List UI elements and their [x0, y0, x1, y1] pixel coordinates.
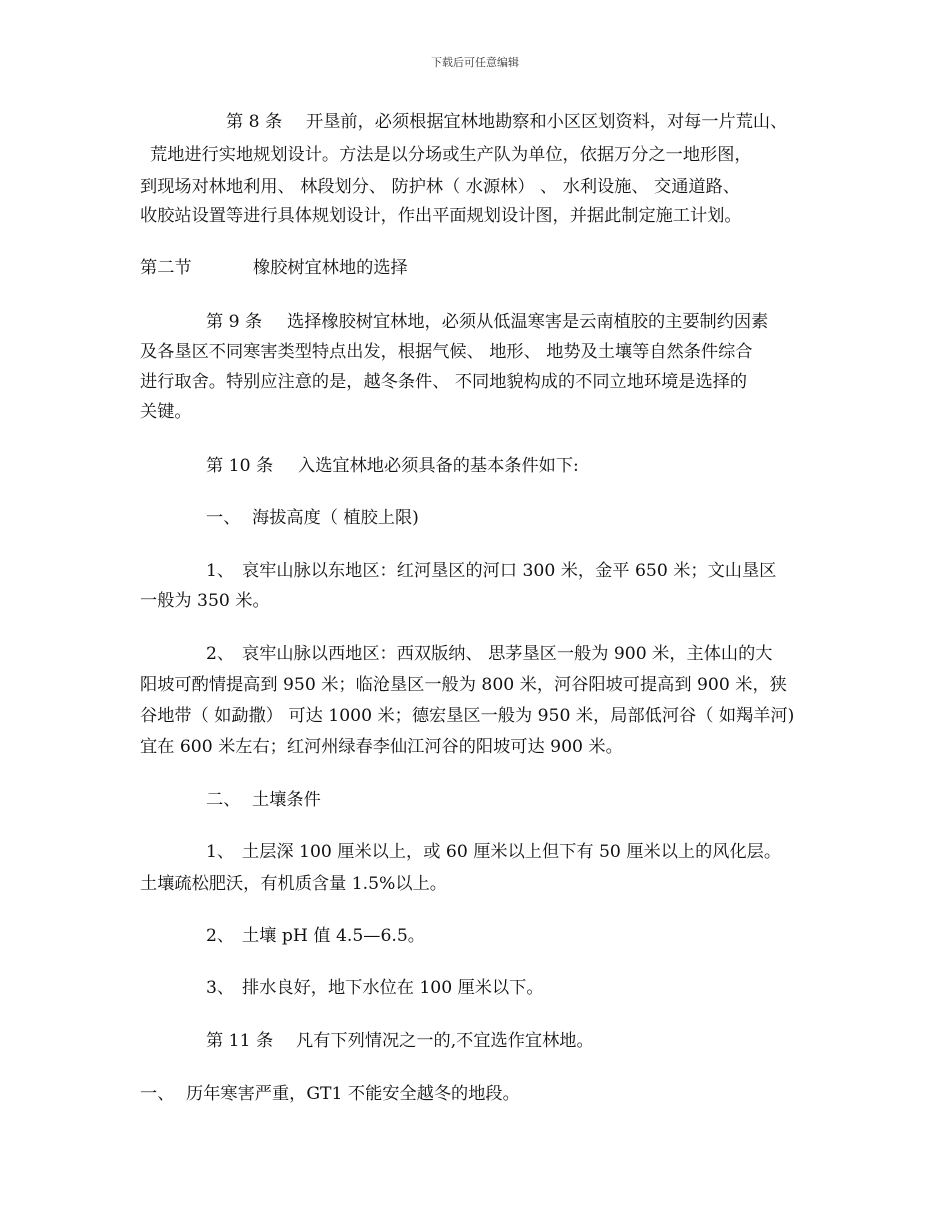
article-number: 第 8 条: [226, 112, 283, 132]
paragraph-line: 及各垦区不同寒害类型特点出发，根据气候、 地形、 地势及土壤等自然条件综合: [140, 342, 753, 362]
paragraph-line: 哀牢山脉以西地区：西双版纳、 思茅垦区一般为 900 米，主体山的大: [242, 644, 773, 664]
subheading: 海拔高度（ 植胶上限): [252, 508, 419, 528]
paragraph-line: 土壤 pH 值 4.5—6.5。: [242, 926, 425, 946]
paragraph-line: 宜在 600 米左右；红河州绿春李仙江河谷的阳坡可达 900 米。: [140, 737, 623, 757]
paragraph-line: 入选宜林地必须具备的基本条件如下:: [298, 456, 579, 476]
paragraph-line: 哀牢山脉以东地区：红河垦区的河口 300 米，金平 650 米；文山垦区: [242, 561, 777, 581]
paragraph-line: 排水良好，地下水位在 100 厘米以下。: [242, 978, 544, 998]
paragraph-line: 关键。: [140, 402, 192, 422]
article-number: 第 10 条: [206, 456, 274, 476]
paragraph-line: 历年寒害严重，GT1 不能安全越冬的地段。: [186, 1084, 520, 1104]
list-marker: 2、: [206, 926, 235, 946]
section-title: 橡胶树宜林地的选择: [253, 258, 408, 278]
page-header: 下载后可任意编辑: [431, 56, 519, 69]
article-number: 第 9 条: [206, 312, 263, 332]
article-number: 第 11 条: [206, 1031, 274, 1051]
paragraph-line: 荒地进行实地规划设计。方法是以分场或生产队为单位，依据万分之一地形图，: [150, 145, 752, 165]
list-marker: 一、: [140, 1084, 175, 1104]
list-marker: 1、: [206, 842, 235, 862]
paragraph-line: 阳坡可酌情提高到 950 米；临沧垦区一般为 800 米，河谷阳坡可提高到 900 米，狭: [140, 675, 787, 695]
subheading: 土壤条件: [252, 790, 321, 810]
paragraph-line: 选择橡胶树宜林地，必须从低温寒害是云南植胶的主要制约因素: [287, 312, 769, 332]
paragraph-line: 开垦前，必须根据宜林地勘察和小区区划资料，对每一片荒山、: [306, 112, 788, 132]
paragraph-line: 土壤疏松肥沃，有机质含量 1.5%以上。: [140, 874, 447, 894]
list-marker: 一、: [206, 508, 241, 528]
list-marker: 3、: [206, 978, 235, 998]
list-marker: 2、: [206, 644, 235, 664]
paragraph-line: 收胶站设置等进行具体规划设计，作出平面规划设计图，并据此制定施工计划。: [140, 206, 742, 226]
paragraph-line: 到现场对林地利用、 林段划分、 防护林（ 水源林） 、 水利设施、 交通道路、: [140, 177, 740, 197]
paragraph-line: 进行取舍。特别应注意的是，越冬条件、 不同地貌构成的不同立地环境是选择的: [140, 372, 748, 392]
paragraph-line: 谷地带（ 如勐撒） 可达 1000 米；德宏垦区一般为 950 米，局部低河谷（ 如羯羊河): [140, 706, 795, 726]
list-marker: 二、: [206, 790, 241, 810]
section-number: 第二节: [140, 258, 192, 278]
paragraph-line: 凡有下列情况之一的,不宜选作宜林地。: [296, 1031, 594, 1051]
list-marker: 1、: [206, 561, 235, 581]
paragraph-line: 土层深 100 厘米以上，或 60 厘米以上但下有 50 厘米以上的风化层。: [242, 842, 782, 862]
paragraph-line: 一般为 350 米。: [140, 591, 270, 611]
